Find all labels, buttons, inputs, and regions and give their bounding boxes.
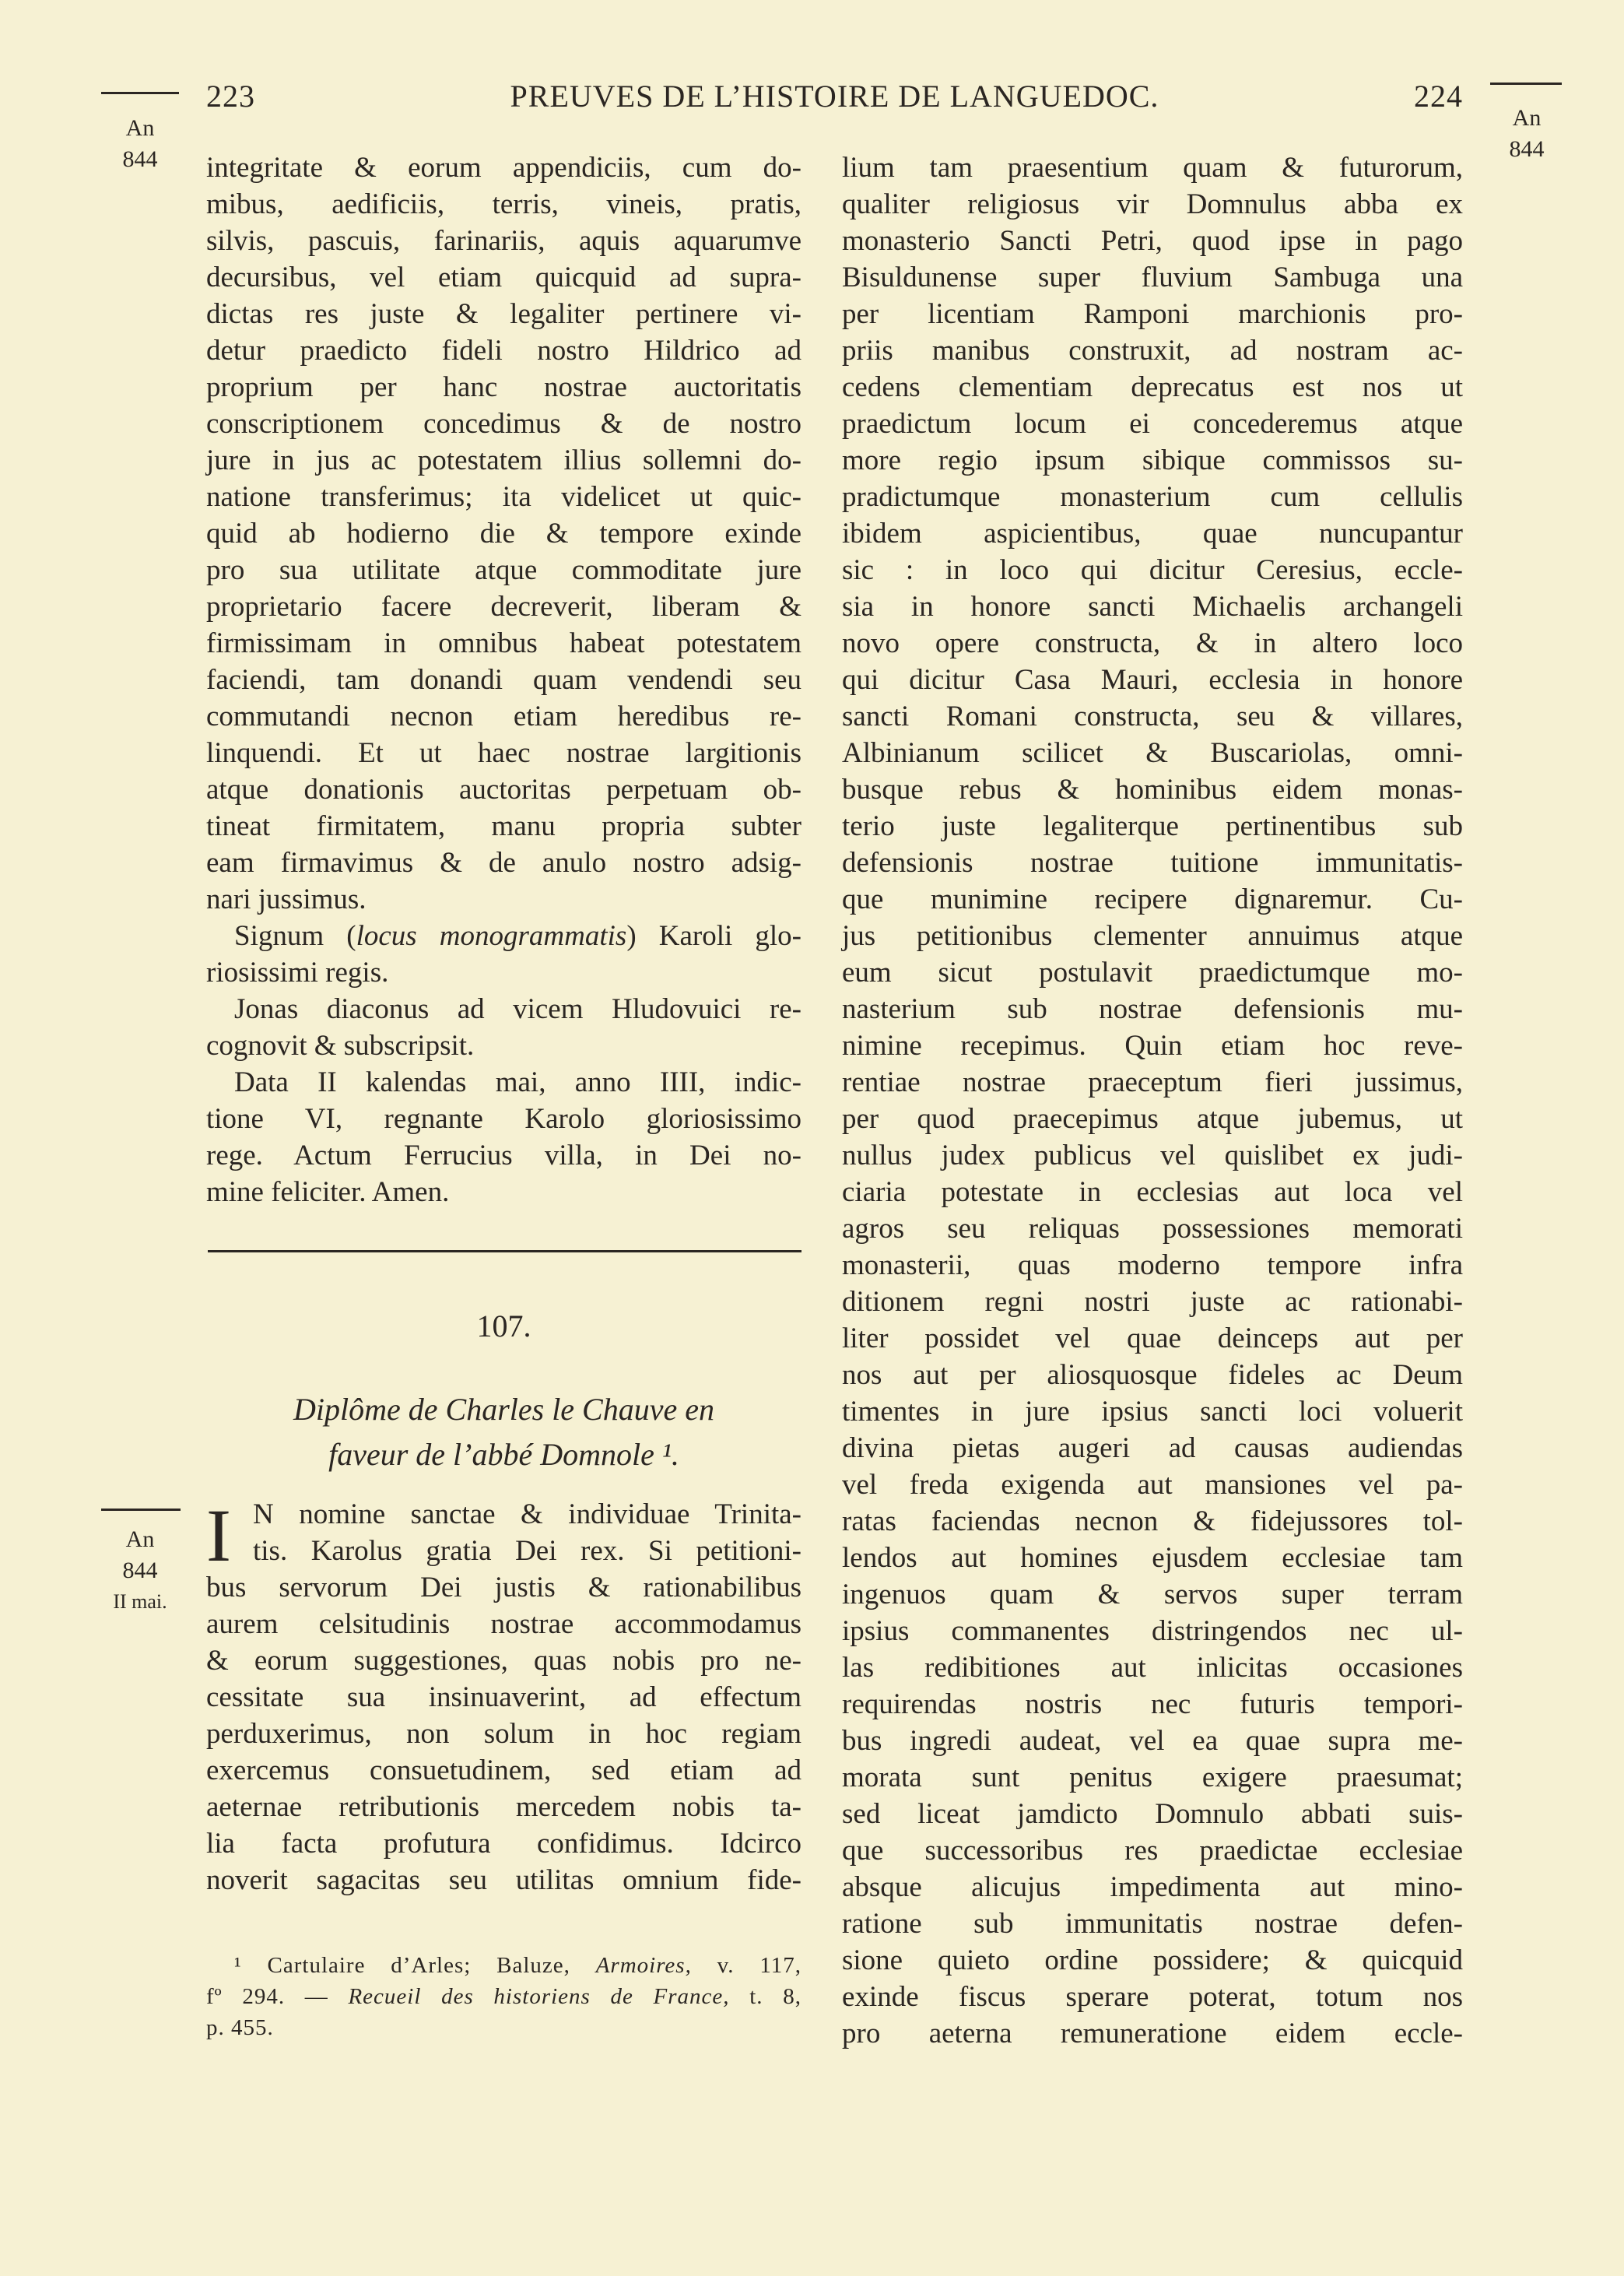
text-line: per quod praecepimus atque jubemus, ut: [842, 1103, 1463, 1135]
text-line: ratione sub immunitatis nostrae defen-: [842, 1908, 1463, 1940]
text-line: divina pietas augeri ad causas audiendas: [842, 1432, 1463, 1464]
text-line: novo opere constructa, & in altero loco: [842, 627, 1463, 659]
margin-an: An: [1512, 105, 1542, 131]
text-line: tineat firmitatem, manu propria subter: [206, 810, 801, 842]
text-line: ratas faciendas necnon & fidejussores tol-: [842, 1505, 1463, 1537]
margin-an: An: [125, 1526, 155, 1552]
text-line: perduxerimus, non solum in hoc regiam: [206, 1718, 801, 1750]
text-line: agros seu reliquas possessiones memorati: [842, 1213, 1463, 1245]
text-line: lendos aut homines ejusdem ecclesiae tam: [842, 1542, 1463, 1574]
text-line: Bisuldunense super fluvium Sambuga una: [842, 262, 1463, 293]
text-line: rentiae nostrae praeceptum fieri jussimus,: [842, 1066, 1463, 1098]
margin-year: 844: [122, 146, 158, 172]
text-line: morata sunt penitus exigere praesumat;: [842, 1761, 1463, 1793]
text-line: busque rebus & hominibus eidem monas-: [842, 774, 1463, 806]
text-line: [206, 918, 801, 954]
text-line: noverit sagacitas seu utilitas omnium fide-: [206, 1864, 801, 1896]
text-line: atque donationis auctoritas perpetuam ob-: [206, 774, 801, 806]
right-column-text: [842, 149, 1463, 2052]
text-line: nari jussimus.: [206, 883, 367, 915]
text-line: jus petitionibus clementer annuimus atque: [842, 920, 1463, 952]
italic-text: locus monogrammatis: [356, 920, 627, 952]
text-line: lium tam praesentium quam & futurorum,: [842, 152, 1463, 184]
text-line: pro aeterna remuneratione eidem eccle-: [842, 2018, 1463, 2049]
running-title: PREUVES DE L’HISTOIRE DE LANGUEDOC.: [510, 79, 1159, 114]
margin-year: 844: [1509, 136, 1545, 162]
text-line: ditionem regni nostri juste ac rationabi-: [842, 1286, 1463, 1318]
page-number-left: 223: [206, 79, 255, 114]
text-line: exercemus consuetudinem, sed etiam ad: [206, 1754, 801, 1786]
text-line: las redibitiones aut inlicitas occasiones: [842, 1652, 1463, 1684]
document-number: 107.: [476, 1308, 531, 1343]
text-line: N nomine sanctae & individuae Trinita-: [253, 1498, 801, 1530]
document-title-line: Diplôme de Charles le Chauve en: [293, 1392, 714, 1427]
text-line: pro sua utilitate atque commoditate jure: [206, 554, 801, 586]
text-line: eum sicut postulavit praedictumque mo-: [842, 957, 1463, 989]
text-line: cedens clementiam deprecatus est nos ut: [842, 371, 1463, 403]
text-line: sic : in loco qui dicitur Ceresius, eccle-: [842, 554, 1463, 586]
text-line: praedictum locum ei concederemus atque: [842, 408, 1463, 440]
text-line: qui dicitur Casa Mauri, ecclesia in honore: [842, 664, 1463, 696]
text-line: faciendi, tam donandi quam vendendi seu: [206, 664, 801, 696]
text-line: more regio ipsum sibique commissos su-: [842, 444, 1463, 476]
margin-note-date: [109, 1524, 171, 1617]
text-line: sed liceat jamdicto Domnulo abbati suis-: [842, 1798, 1463, 1830]
text-line: jure in jus ac potestatem illius sollemni do-: [206, 444, 801, 476]
text-line: Jonas diaconus ad vicem Hludovuici re-: [234, 993, 801, 1025]
text-line: vel freda exigenda aut mansiones vel pa-: [842, 1469, 1463, 1501]
text-line: rege. Actum Ferrucius villa, in Dei no-: [206, 1140, 801, 1171]
text-line: commutandi necnon etiam heredibus re-: [206, 701, 801, 732]
text-line: firmissimam in omnibus habeat potestatem: [206, 627, 801, 659]
italic-text: Recueil des historiens de France,: [348, 1984, 730, 2009]
text-line: proprium per hanc nostrae auctoritatis: [206, 371, 801, 403]
text-line: absque alicujus impedimenta aut mino-: [842, 1871, 1463, 1903]
margin-year: 844: [122, 1558, 158, 1583]
text-line: sancti Romani constructa, seu & villares,: [842, 701, 1463, 732]
margin-note-year: [109, 113, 171, 175]
text-line: tione VI, regnante Karolo gloriosissimo: [206, 1103, 801, 1135]
text-line: que munimine recipere dignaremur. Cu-: [842, 883, 1463, 915]
text-line: conscriptionem concedimus & de nostro: [206, 408, 801, 440]
text-line: nimine recepimus. Quin etiam hoc reve-: [842, 1030, 1463, 1062]
text-line: detur praedicto fideli nostro Hildrico ad: [206, 335, 801, 367]
text-segment: fº 294. —: [206, 1984, 349, 2009]
text-segment: v. 117,: [691, 1953, 801, 1978]
text-line: requirendas nostris nec futuris tempori-: [842, 1688, 1463, 1720]
text-line: exinde fiscus sperare poterat, totum nos: [842, 1981, 1463, 2013]
section-divider: [208, 1250, 801, 1252]
text-line: lia facta profutura confidimus. Idcirco: [206, 1828, 801, 1860]
text-line: p. 455.: [206, 2015, 274, 2040]
text-segment: ) Karoli glo-: [626, 920, 801, 952]
footnote: [206, 1950, 801, 2043]
text-line: natione transferimus; ita videlicet ut quic-: [206, 481, 801, 513]
text-line: pradictumque monasterium cum cellulis: [842, 481, 1463, 513]
text-line: [206, 1950, 801, 1981]
text-line: bus servorum Dei justis & rationabilibus: [206, 1572, 801, 1603]
left-column-text: [206, 149, 801, 1210]
drop-cap: I: [206, 1494, 231, 1577]
text-line: ciaria potestate in ecclesias aut loca vel: [842, 1176, 1463, 1208]
text-line: nasterium sub nostrae defensionis mu-: [842, 993, 1463, 1025]
text-line: silvis, pascuis, farinariis, aquis aquarumve: [206, 225, 801, 257]
text-line: priis manibus construxit, ad nostram ac-: [842, 335, 1463, 367]
text-segment: ¹ Cartulaire d’Arles; Baluze,: [234, 1953, 596, 1978]
text-line: cessitate sua insinuaverint, ad effectum: [206, 1681, 801, 1713]
text-line: quid ab hodierno die & tempore exinde: [206, 518, 801, 550]
document-title: [206, 1387, 801, 1477]
page-number-right: 224: [1414, 79, 1463, 114]
italic-text: Armoires,: [595, 1953, 692, 1978]
document-body-text: [206, 1496, 801, 1898]
text-line: que successoribus res praedictae ecclesiae: [842, 1835, 1463, 1867]
text-line: [206, 1981, 801, 2012]
text-line: nos aut per aliosquosque fideles ac Deum: [842, 1359, 1463, 1391]
text-segment: t. 8,: [729, 1984, 801, 2009]
text-line: proprietario facere decreverit, liberam &: [206, 591, 801, 623]
text-line: Data II kalendas mai, anno IIII, indic-: [234, 1066, 801, 1098]
text-line: cognovit & subscripsit.: [206, 1030, 475, 1062]
document-title-line: faveur de l’abbé Domnole ¹.: [328, 1437, 679, 1472]
text-line: nullus judex publicus vel quislibet ex judi-: [842, 1140, 1463, 1171]
margin-rule: [1490, 83, 1562, 85]
text-line: terio juste legaliterque pertinentibus sub: [842, 810, 1463, 842]
margin-rule: [101, 92, 179, 94]
text-line: Albinianum scilicet & Buscariolas, omni-: [842, 737, 1463, 769]
text-line: eam firmavimus & de anulo nostro adsig-: [206, 847, 801, 879]
text-line: defensionis nostrae tuitione immunitatis-: [842, 847, 1463, 879]
text-segment: Signum (: [234, 920, 356, 952]
text-line: ibidem aspicientibus, quae nuncupantur: [842, 518, 1463, 550]
text-line: aeternae retributionis mercedem nobis ta-: [206, 1791, 801, 1823]
text-line: mibus, aedificiis, terris, vineis, pratis,: [206, 188, 801, 220]
text-line: monasterii, quas moderno tempore infra: [842, 1249, 1463, 1281]
text-line: tis. Karolus gratia Dei rex. Si petitioni-: [253, 1535, 801, 1567]
margin-rule: [101, 1509, 181, 1511]
text-line: decursibus, vel etiam quicquid ad supra-: [206, 262, 801, 293]
text-line: dictas res juste & legaliter pertinere vi-: [206, 298, 801, 330]
text-line: timentes in jure ipsius sancti loci voluerit: [842, 1396, 1463, 1428]
text-line: ingenuos quam & servos super terram: [842, 1579, 1463, 1610]
text-line: sia in honore sancti Michaelis archangeli: [842, 591, 1463, 623]
text-line: per licentiam Ramponi marchionis pro-: [842, 298, 1463, 330]
text-line: riosissimi regis.: [206, 957, 389, 989]
text-line: ipsius commanentes distringendos nec ul-: [842, 1615, 1463, 1647]
text-line: aurem celsitudinis nostrae accommodamus: [206, 1608, 801, 1640]
text-line: mine feliciter. Amen.: [206, 1176, 450, 1208]
margin-an: An: [125, 115, 155, 141]
margin-note-year: [1496, 103, 1558, 165]
text-line: qualiter religiosus vir Domnulus abba ex: [842, 188, 1463, 220]
text-line: linquendi. Et ut haec nostrae largitionis: [206, 737, 801, 769]
text-line: monasterio Sancti Petri, quod ipse in pago: [842, 225, 1463, 257]
text-line: sione quieto ordine possidere; & quicquid: [842, 1944, 1463, 1976]
text-line: liter possidet vel quae deinceps aut per: [842, 1322, 1463, 1354]
text-line: & eorum suggestiones, quas nobis pro ne-: [206, 1645, 801, 1677]
text-line: bus ingredi audeat, vel ea quae supra me-: [842, 1725, 1463, 1757]
margin-date: II mai.: [113, 1590, 167, 1613]
text-line: integritate & eorum appendiciis, cum do-: [206, 152, 801, 184]
